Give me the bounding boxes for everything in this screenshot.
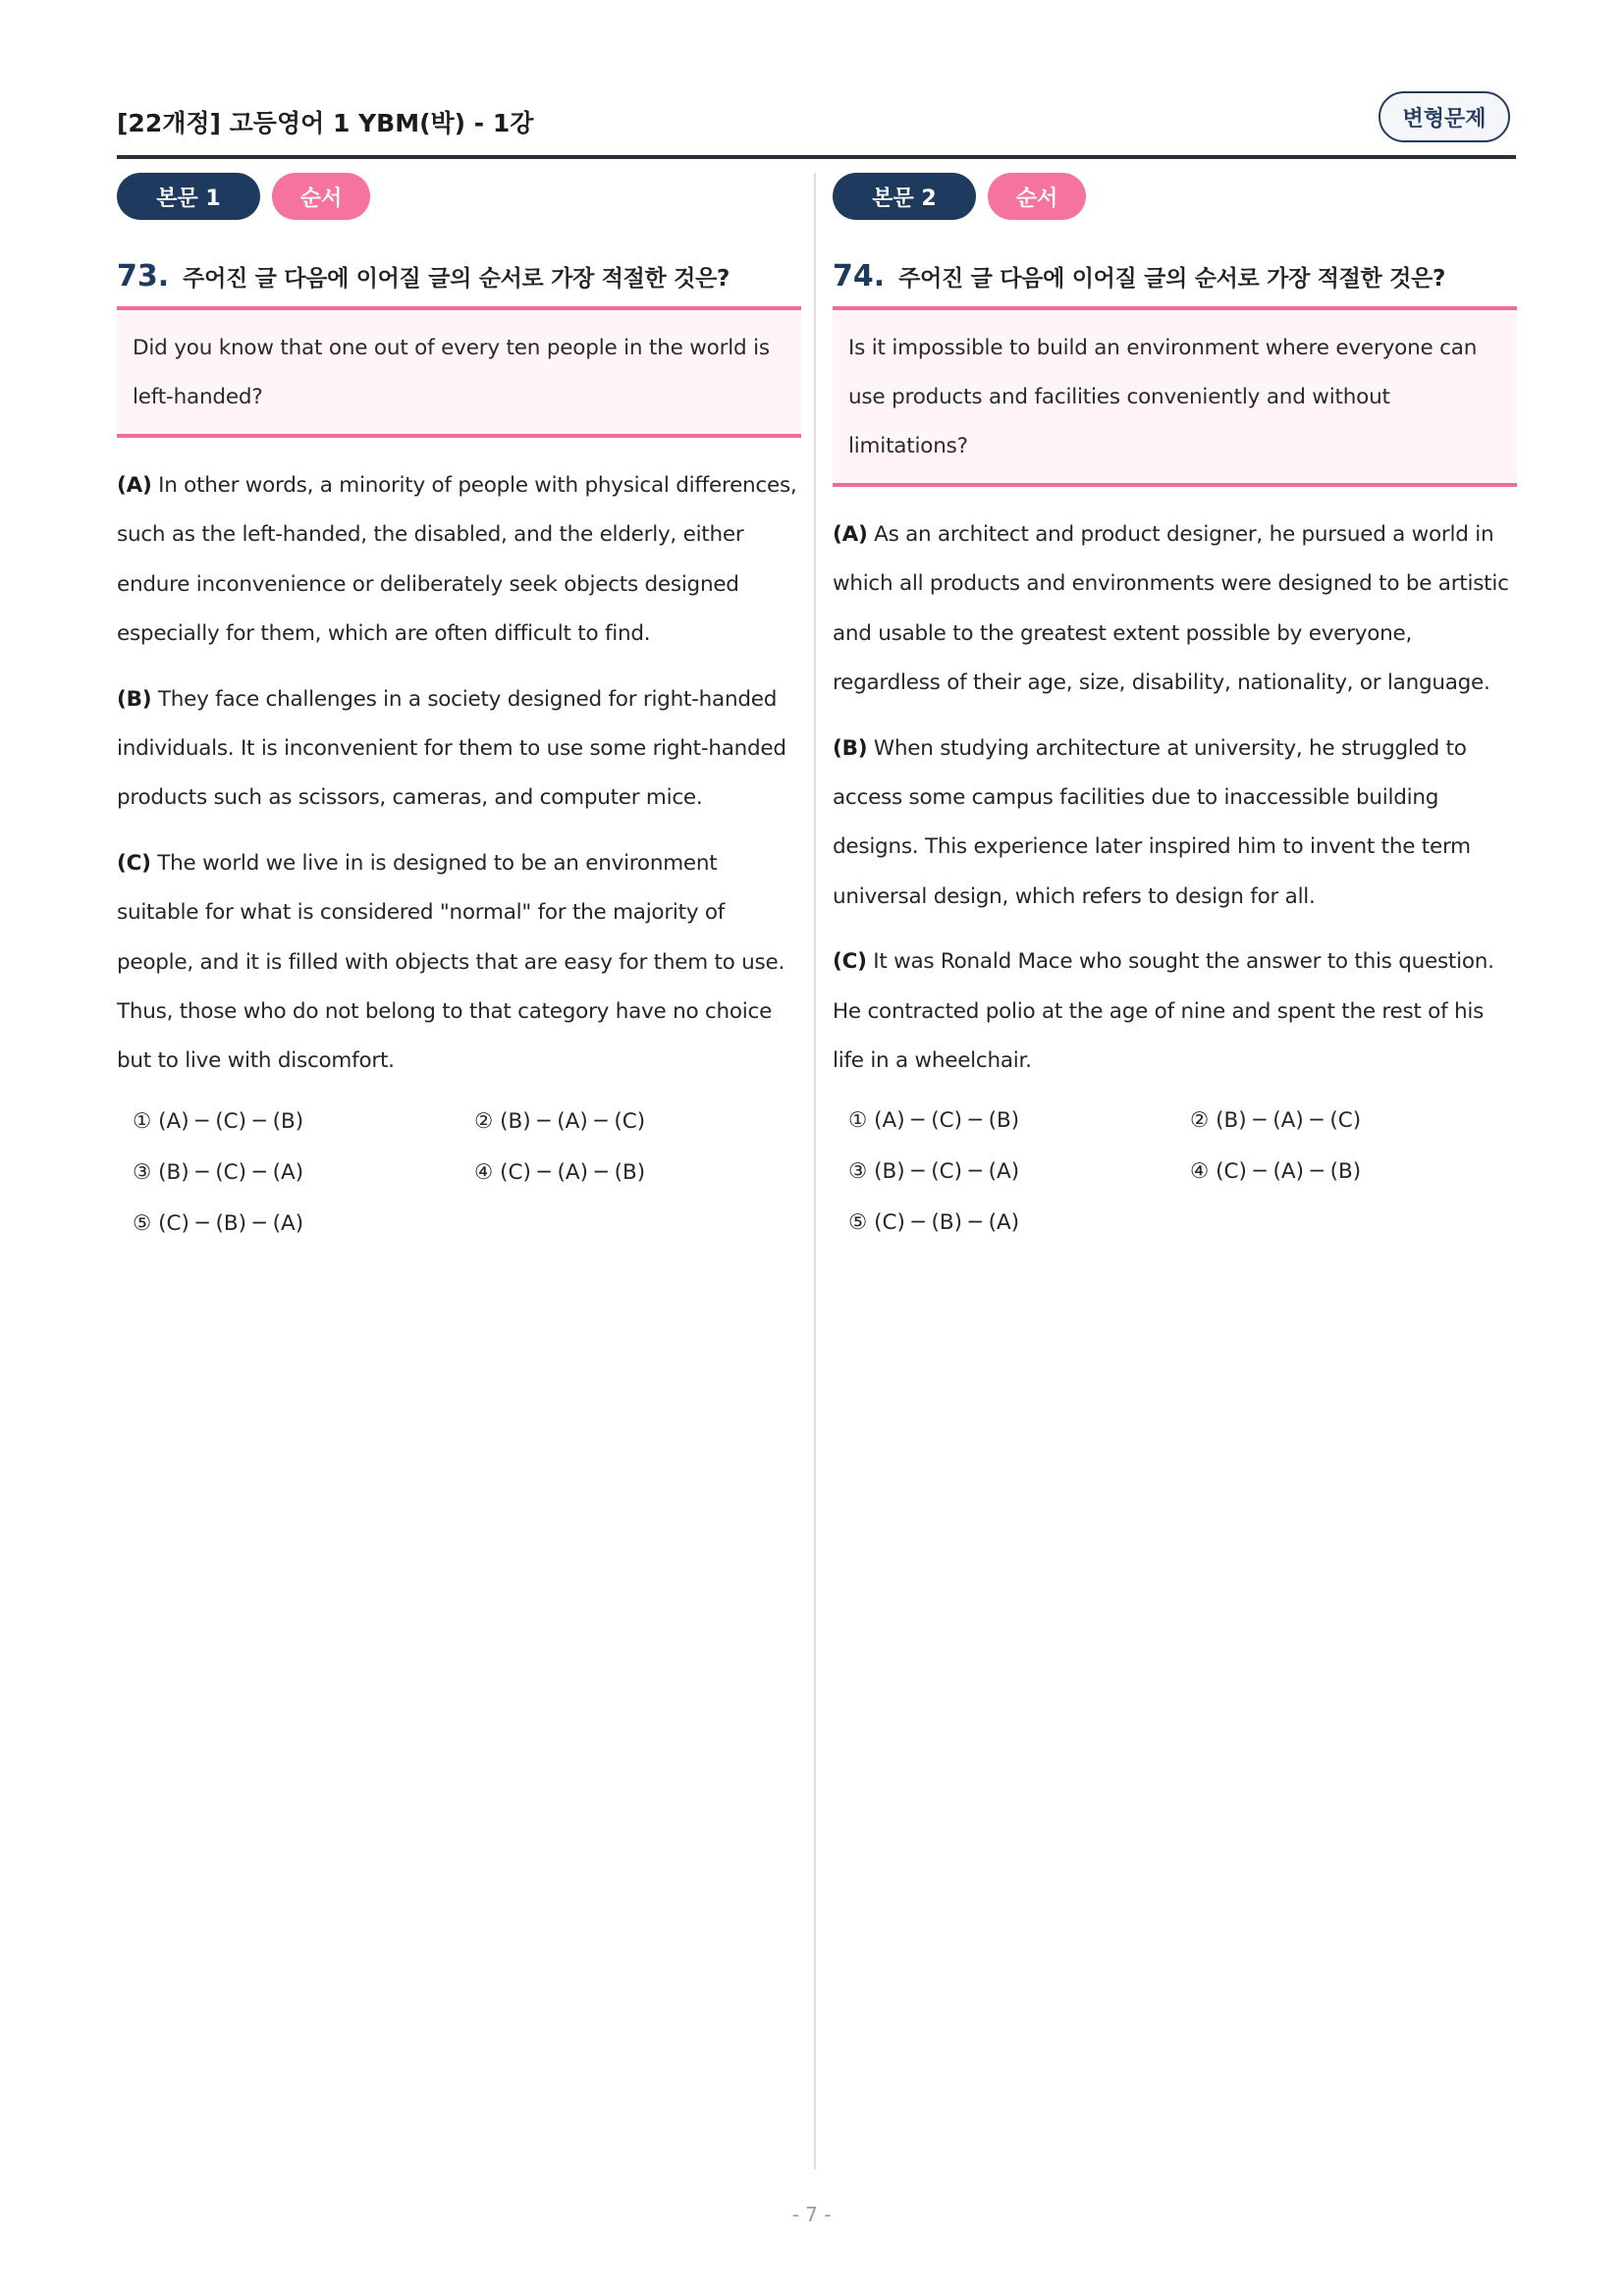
paragraph-label: (A): [117, 473, 152, 498]
answer-choices: [117, 1096, 801, 1250]
given-passage: Did you know that one out of every ten people in the world is left-handed?: [117, 306, 801, 438]
choice-4[interactable]: ④ (C) ─ (A) ─ (B): [1190, 1159, 1362, 1185]
paragraph-a: [833, 510, 1517, 709]
type-tag: 순서: [272, 173, 370, 220]
choice-3[interactable]: ③ (B) ─ (C) ─ (A): [848, 1159, 1020, 1185]
given-passage: Is it impossible to build an environment where everyone can use products and facilities conveniently and without limitations?: [833, 306, 1517, 487]
paragraph-a: [117, 461, 801, 660]
paragraph-text: In other words, a minority of people with physical differences, such as the left-handed, the disabled, and the elderly, either endure inconvenience or deliberately seek objects designed especially for them, which are often difficult to find.: [117, 473, 797, 647]
question-header: [833, 259, 1517, 306]
question-number: 73.: [117, 259, 170, 294]
question-tags: [833, 173, 1517, 222]
type-badge: 변형문제: [1379, 91, 1510, 142]
paragraph-text: As an architect and product designer, he pursued a world in which all products and environments were designed to be artistic and usable to the greatest extent possible by everyone, regardless of their age, size, disability, nationality, or language.: [833, 522, 1509, 696]
question-prompt: 주어진 글 다음에 이어질 글의 순서로 가장 적절한 것은?: [183, 266, 730, 292]
choice-1[interactable]: ① (A) ─ (C) ─ (B): [848, 1108, 1020, 1134]
paragraph-label: (B): [117, 686, 152, 712]
paragraph-b: [833, 724, 1517, 923]
choice-4[interactable]: ④ (C) ─ (A) ─ (B): [474, 1159, 646, 1185]
choice-2[interactable]: ② (B) ─ (A) ─ (C): [474, 1108, 646, 1134]
choice-5[interactable]: ⑤ (C) ─ (B) ─ (A): [848, 1210, 1020, 1236]
question-prompt: 주어진 글 다음에 이어질 글의 순서로 가장 적절한 것은?: [898, 266, 1446, 292]
paragraph-c: [117, 839, 801, 1087]
choice-5[interactable]: ⑤ (C) ─ (B) ─ (A): [133, 1210, 304, 1236]
paragraph-label: (C): [117, 850, 151, 876]
paragraph-text: It was Ronald Mace who sought the answer to this question. He contracted polio at the age of nine and spent the rest of his life in a wheelchair.: [833, 949, 1494, 1074]
passage-tag: 본문 2: [833, 173, 976, 220]
question-tags: [117, 173, 801, 222]
question-header: [117, 259, 801, 306]
question-number: 74.: [833, 259, 886, 294]
paragraph-text: They face challenges in a society designed for right-handed individuals. It is inconvenient for them to use some right-handed products such as scissors, cameras, and computer mice.: [117, 686, 786, 811]
paragraph-text: The world we live in is designed to be an environment suitable for what is considered "normal" for the majority of people, and it is filled with objects that are easy for them to use. Thus, those who do not belong to that category have no choice but to live with discomfort.: [117, 850, 785, 1074]
paragraph-text: When studying architecture at university, he struggled to access some campus facilities due to inaccessible building designs. This experience later inspired him to invent the term universal design, which refers to design for all.: [833, 735, 1471, 909]
answer-choices: [833, 1095, 1517, 1249]
type-tag: 순서: [988, 173, 1086, 220]
page-title: [22개정] 고등영어 1 YBM(박) - 1강: [117, 109, 534, 137]
paragraph-label: (A): [833, 522, 868, 547]
paragraph-c: [833, 937, 1517, 1086]
paragraph-label: (B): [833, 735, 868, 761]
choice-1[interactable]: ① (A) ─ (C) ─ (B): [133, 1108, 304, 1134]
choice-3[interactable]: ③ (B) ─ (C) ─ (A): [133, 1159, 304, 1185]
passage-tag: 본문 1: [117, 173, 260, 220]
page-number: - 7 -: [791, 2203, 832, 2226]
choice-2[interactable]: ② (B) ─ (A) ─ (C): [1190, 1108, 1362, 1134]
paragraph-b: [117, 675, 801, 824]
header-divider: [117, 155, 1516, 159]
paragraph-label: (C): [833, 949, 867, 975]
question-73: [117, 173, 801, 1250]
question-74: [833, 173, 1517, 1249]
